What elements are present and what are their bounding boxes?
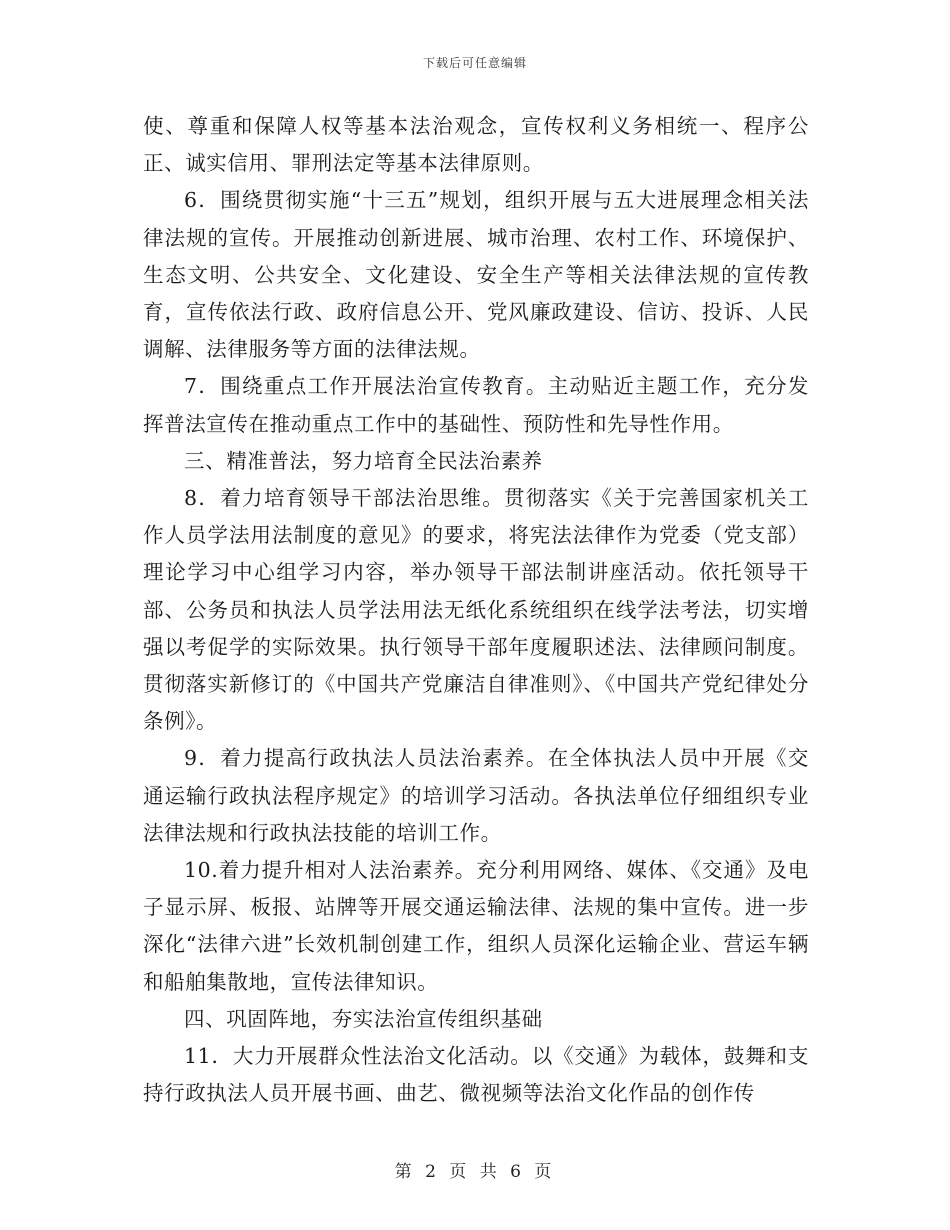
- section-heading-3: 三、精准普法，努力培育全民法治素养: [184, 448, 543, 473]
- paragraph-8: 8．着力培育领导干部法治思维。贯彻落实《关于完善国家机关工作人员学法用法制度的意见》的要求，将宪法法律作为党委（党支部）理论学习中心组学习内容，举办领导干部法制讲座活动。依托领导干部、公务员和执法人员学法用法无纸化系统组织在线学法考法，切实增强以考促学的实际效果。执行领导干部年度履职述法、法律顾问制度。贯彻落实新修订的《中国共产党廉洁自律准则》、《中国共产党纪律处分条例》。: [143, 486, 809, 734]
- paragraph-9: 9．着力提高行政执法人员法治素养。在全体执法人员中开展《交通运输行政执法程序规定》的培训学习活动。各执法单位仔细组织专业法律法规和行政执法技能的培训工作。: [143, 746, 809, 845]
- page-number: 第 2 页 共 6 页: [394, 1162, 556, 1182]
- paragraph-1: 使、尊重和保障人权等基本法治观念，宣传权利义务相统一、程序公正、诚实信用、罪刑法定等基本法律原则。: [143, 114, 809, 176]
- paragraph-10: 10.着力提升相对人法治素养。充分利用网络、媒体、《交通》及电子显示屏、板报、站牌等开展交通运输法律、法规的集中宣传。进一步深化“法律六进”长效机制创建工作，组织人员深化运输企业、营运车辆和船舶集散地，宣传法律知识。: [143, 858, 809, 994]
- paragraph-11: 11．大力开展群众性法治文化活动。以《交通》为载体，鼓舞和支持行政执法人员开展书画、曲艺、微视频等法治文化作品的创作传: [143, 1044, 809, 1106]
- paragraph-6: 6．围绕贯彻实施“十三五”规划，组织开展与五大进展理念相关法律法规的宣传。开展推动创新进展、城市治理、农村工作、环境保护、生态文明、公共安全、文化建设、安全生产等相关法律法规的宣传教育，宣传依法行政、政府信息公开、党风廉政建设、信访、投诉、人民调解、法律服务等方面的法律法规。: [143, 188, 809, 362]
- section-heading-4: 四、巩固阵地，夯实法治宣传组织基础: [184, 1006, 543, 1031]
- paragraph-7: 7．围绕重点工作开展法治宣传教育。主动贴近主题工作，充分发挥普法宣传在推动重点工作中的基础性、预防性和先导性作用。: [143, 374, 809, 436]
- header-note: 下载后可任意编辑: [422, 56, 527, 70]
- document-body: [143, 108, 809, 1112]
